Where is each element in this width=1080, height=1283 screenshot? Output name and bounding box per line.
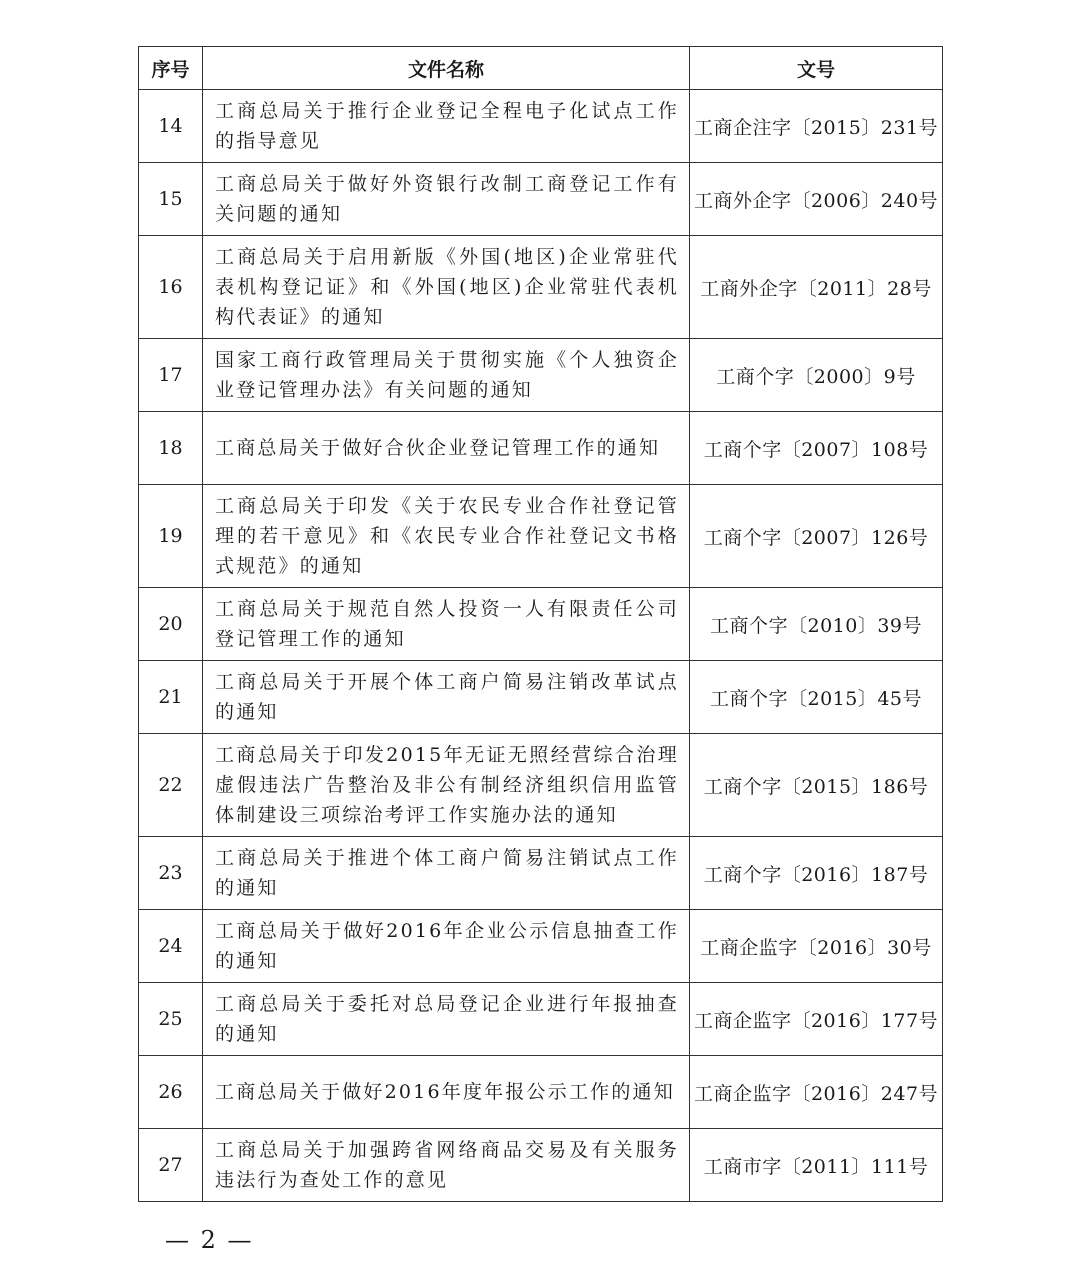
row-serial-number: 14	[139, 90, 203, 163]
document-table	[138, 46, 943, 1202]
row-document-name: 工商总局关于启用新版《外国(地区)企业常驻代表机构登记证》和《外国(地区)企业常驻代表机构代表证》的通知	[203, 236, 690, 339]
table-row	[139, 661, 943, 734]
row-document-number: 工商外企字〔2006〕240号	[690, 163, 943, 236]
table-row	[139, 339, 943, 412]
row-document-number: 工商企注字〔2015〕231号	[690, 90, 943, 163]
row-serial-number: 19	[139, 485, 203, 588]
row-serial-number: 15	[139, 163, 203, 236]
row-document-number: 工商个字〔2000〕9号	[690, 339, 943, 412]
table-row	[139, 1129, 943, 1202]
table-row	[139, 734, 943, 837]
row-document-name: 工商总局关于委托对总局登记企业进行年报抽查的通知	[203, 983, 690, 1056]
table-header-row	[139, 47, 943, 90]
table-row	[139, 1056, 943, 1129]
row-serial-number: 17	[139, 339, 203, 412]
row-serial-number: 20	[139, 588, 203, 661]
row-serial-number: 23	[139, 837, 203, 910]
row-document-number: 工商个字〔2007〕108号	[690, 412, 943, 485]
row-serial-number: 16	[139, 236, 203, 339]
table-row	[139, 90, 943, 163]
table-row	[139, 983, 943, 1056]
row-document-number: 工商企监字〔2016〕177号	[690, 983, 943, 1056]
row-document-name: 工商总局关于印发2015年无证无照经营综合治理虚假违法广告整治及非公有制经济组织信用监管体制建设三项综治考评工作实施办法的通知	[203, 734, 690, 837]
row-document-name: 工商总局关于做好合伙企业登记管理工作的通知	[203, 412, 690, 485]
table-row	[139, 236, 943, 339]
row-document-name: 工商总局关于做好2016年度年报公示工作的通知	[203, 1056, 690, 1129]
row-serial-number: 21	[139, 661, 203, 734]
table-row	[139, 837, 943, 910]
row-document-number: 工商企监字〔2016〕30号	[690, 910, 943, 983]
table-row	[139, 588, 943, 661]
row-document-name: 工商总局关于推进个体工商户简易注销试点工作的通知	[203, 837, 690, 910]
row-serial-number: 26	[139, 1056, 203, 1129]
header-document-number: 文号	[690, 47, 943, 90]
row-serial-number: 24	[139, 910, 203, 983]
row-document-name: 工商总局关于开展个体工商户简易注销改革试点的通知	[203, 661, 690, 734]
row-document-number: 工商个字〔2010〕39号	[690, 588, 943, 661]
row-document-name: 国家工商行政管理局关于贯彻实施《个人独资企业登记管理办法》有关问题的通知	[203, 339, 690, 412]
row-serial-number: 25	[139, 983, 203, 1056]
row-document-name: 工商总局关于印发《关于农民专业合作社登记管理的若干意见》和《农民专业合作社登记文书格式规范》的通知	[203, 485, 690, 588]
table-row	[139, 163, 943, 236]
row-document-number: 工商个字〔2007〕126号	[690, 485, 943, 588]
row-document-name: 工商总局关于做好2016年企业公示信息抽查工作的通知	[203, 910, 690, 983]
table-row	[139, 485, 943, 588]
table-body	[139, 90, 943, 1202]
page-number: — 2 —	[165, 1226, 254, 1254]
row-serial-number: 18	[139, 412, 203, 485]
header-document-name: 文件名称	[203, 47, 690, 90]
header-serial-number: 序号	[139, 47, 203, 90]
row-document-number: 工商市字〔2011〕111号	[690, 1129, 943, 1202]
row-document-name: 工商总局关于推行企业登记全程电子化试点工作的指导意见	[203, 90, 690, 163]
row-serial-number: 22	[139, 734, 203, 837]
row-document-number: 工商外企字〔2011〕28号	[690, 236, 943, 339]
row-document-number: 工商企监字〔2016〕247号	[690, 1056, 943, 1129]
row-document-name: 工商总局关于加强跨省网络商品交易及有关服务违法行为查处工作的意见	[203, 1129, 690, 1202]
row-document-number: 工商个字〔2015〕45号	[690, 661, 943, 734]
row-document-number: 工商个字〔2016〕187号	[690, 837, 943, 910]
row-document-number: 工商个字〔2015〕186号	[690, 734, 943, 837]
row-document-name: 工商总局关于规范自然人投资一人有限责任公司登记管理工作的通知	[203, 588, 690, 661]
table-row	[139, 412, 943, 485]
row-document-name: 工商总局关于做好外资银行改制工商登记工作有关问题的通知	[203, 163, 690, 236]
table-row	[139, 910, 943, 983]
row-serial-number: 27	[139, 1129, 203, 1202]
